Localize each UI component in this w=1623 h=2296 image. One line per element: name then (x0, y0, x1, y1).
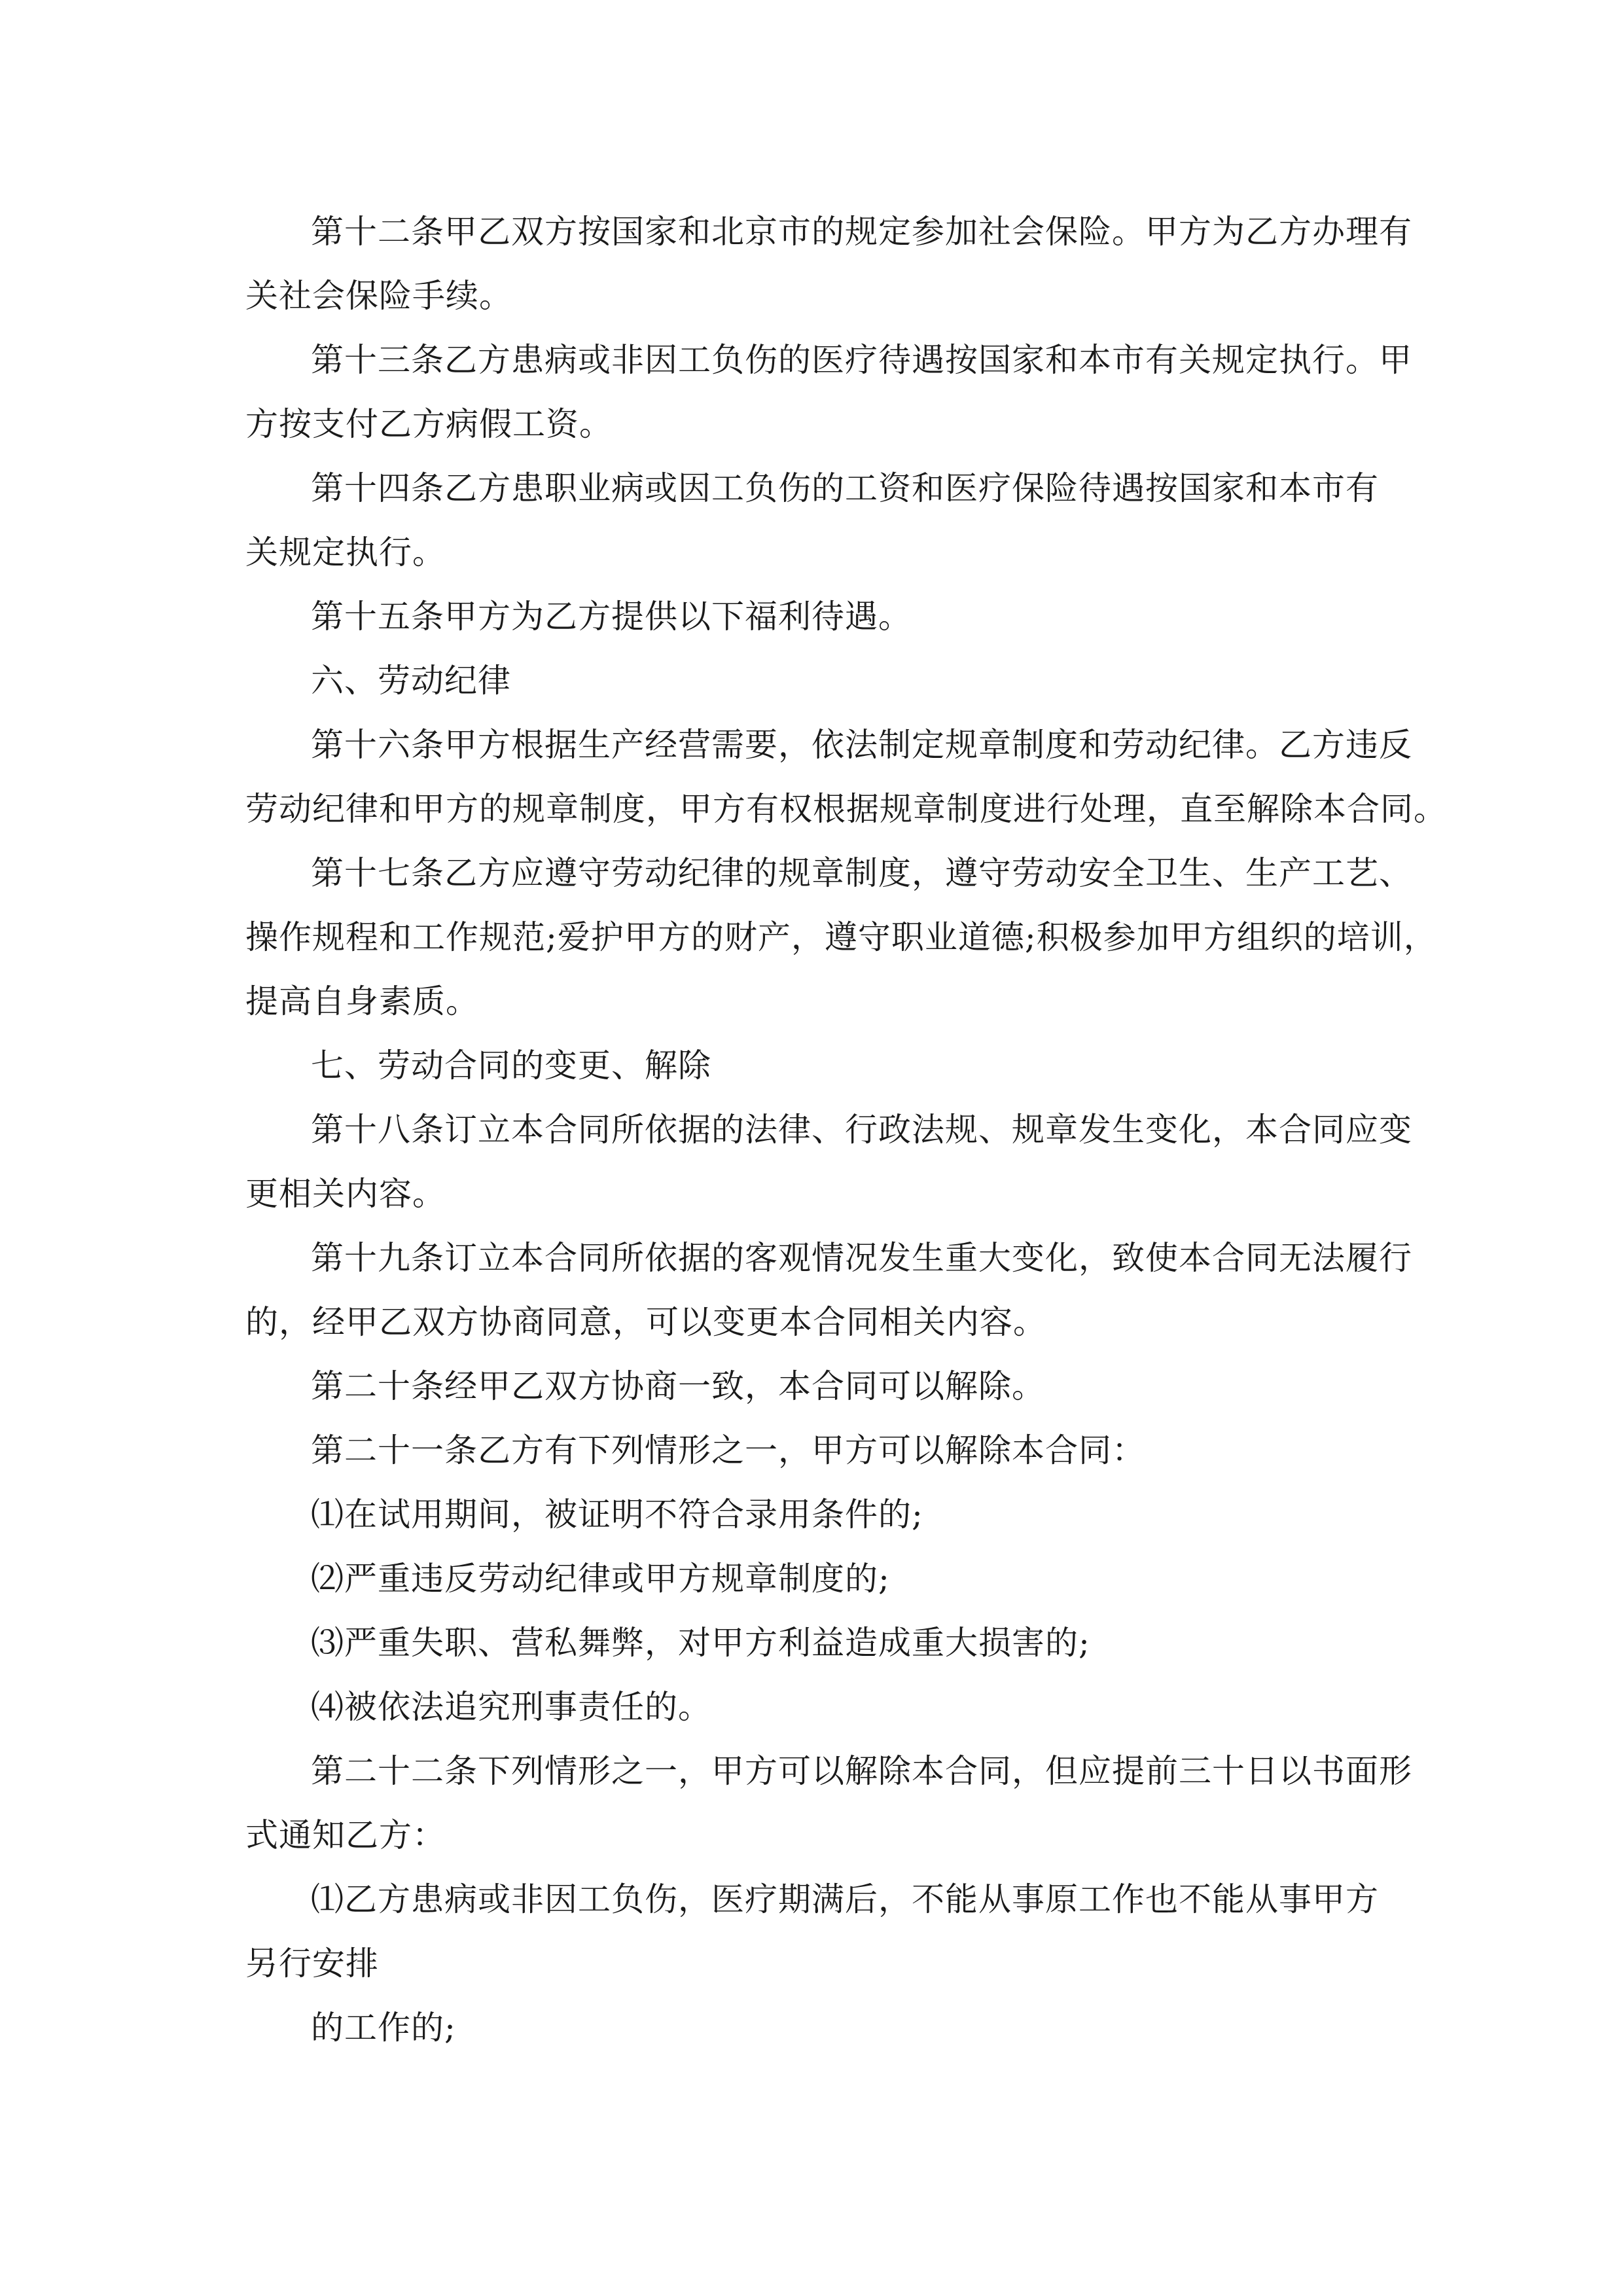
list-item: ⑴在试用期间，被证明不符合录用条件的; (311, 1496, 923, 1534)
text-line: 提高自身素质。 (245, 982, 479, 1020)
section-heading: 七、劳动合同的变更、解除 (311, 1047, 711, 1085)
text-line: 操作规程和工作规范;爱护甲方的财产，遵守职业道德;积极参加甲方组织的培训， (245, 918, 1437, 956)
text-line: 第二十条经甲乙双方协商一致，本合同可以解除。 (311, 1367, 1045, 1405)
text-line: 第二十一条乙方有下列情形之一，甲方可以解除本合同： (311, 1431, 1145, 1469)
list-item: ⑷被依法追究刑事责任的。 (311, 1688, 711, 1726)
list-item: ⑶严重失职、营私舞弊，对甲方利益造成重大损害的; (311, 1624, 1090, 1662)
document-body (245, 200, 1447, 2060)
text-line: 第十六条甲方根据生产经营需要，依法制定规章制度和劳动纪律。乙方违反 (311, 726, 1412, 764)
list-item: ⑴乙方患病或非因工负伤，医疗期满后，不能从事原工作也不能从事甲方 (311, 1880, 1379, 1918)
list-item: ⑵严重违反劳动纪律或甲方规章制度的; (311, 1560, 890, 1598)
text-line: 方按支付乙方病假工资。 (245, 405, 613, 443)
text-line: 关规定执行。 (245, 533, 446, 571)
text-line: 式通知乙方： (245, 1816, 446, 1854)
text-line: 第十四条乙方患职业病或因工负伤的工资和医疗保险待遇按国家和本市有 (311, 469, 1379, 507)
section-heading: 六、劳动纪律 (311, 662, 511, 700)
text-line: 的工作的; (311, 2009, 456, 2047)
text-line: 的，经甲乙双方协商同意，可以变更本合同相关内容。 (245, 1303, 1046, 1341)
text-line: 第二十二条下列情形之一，甲方可以解除本合同，但应提前三十日以书面形 (311, 1752, 1412, 1790)
text-line: 第十八条订立本合同所依据的法律、行政法规、规章发生变化，本合同应变 (311, 1111, 1412, 1149)
text-line: 关社会保险手续。 (245, 277, 512, 315)
text-line: 第十七条乙方应遵守劳动纪律的规章制度，遵守劳动安全卫生、生产工艺、 (311, 854, 1412, 892)
text-line: 另行安排 (245, 1945, 379, 1982)
text-line: 更相关内容。 (245, 1175, 446, 1213)
text-line: 第十九条订立本合同所依据的客观情况发生重大变化，致使本合同无法履行 (311, 1239, 1412, 1277)
text-line: 第十二条甲乙双方按国家和北京市的规定参加社会保险。甲方为乙方办理有 (311, 213, 1412, 251)
text-line: 劳动纪律和甲方的规章制度，甲方有权根据规章制度进行处理，直至解除本合同。 (245, 790, 1447, 828)
text-line: 第十三条乙方患病或非因工负伤的医疗待遇按国家和本市有关规定执行。甲 (311, 341, 1412, 379)
text-line: 第十五条甲方为乙方提供以下福利待遇。 (311, 598, 912, 636)
